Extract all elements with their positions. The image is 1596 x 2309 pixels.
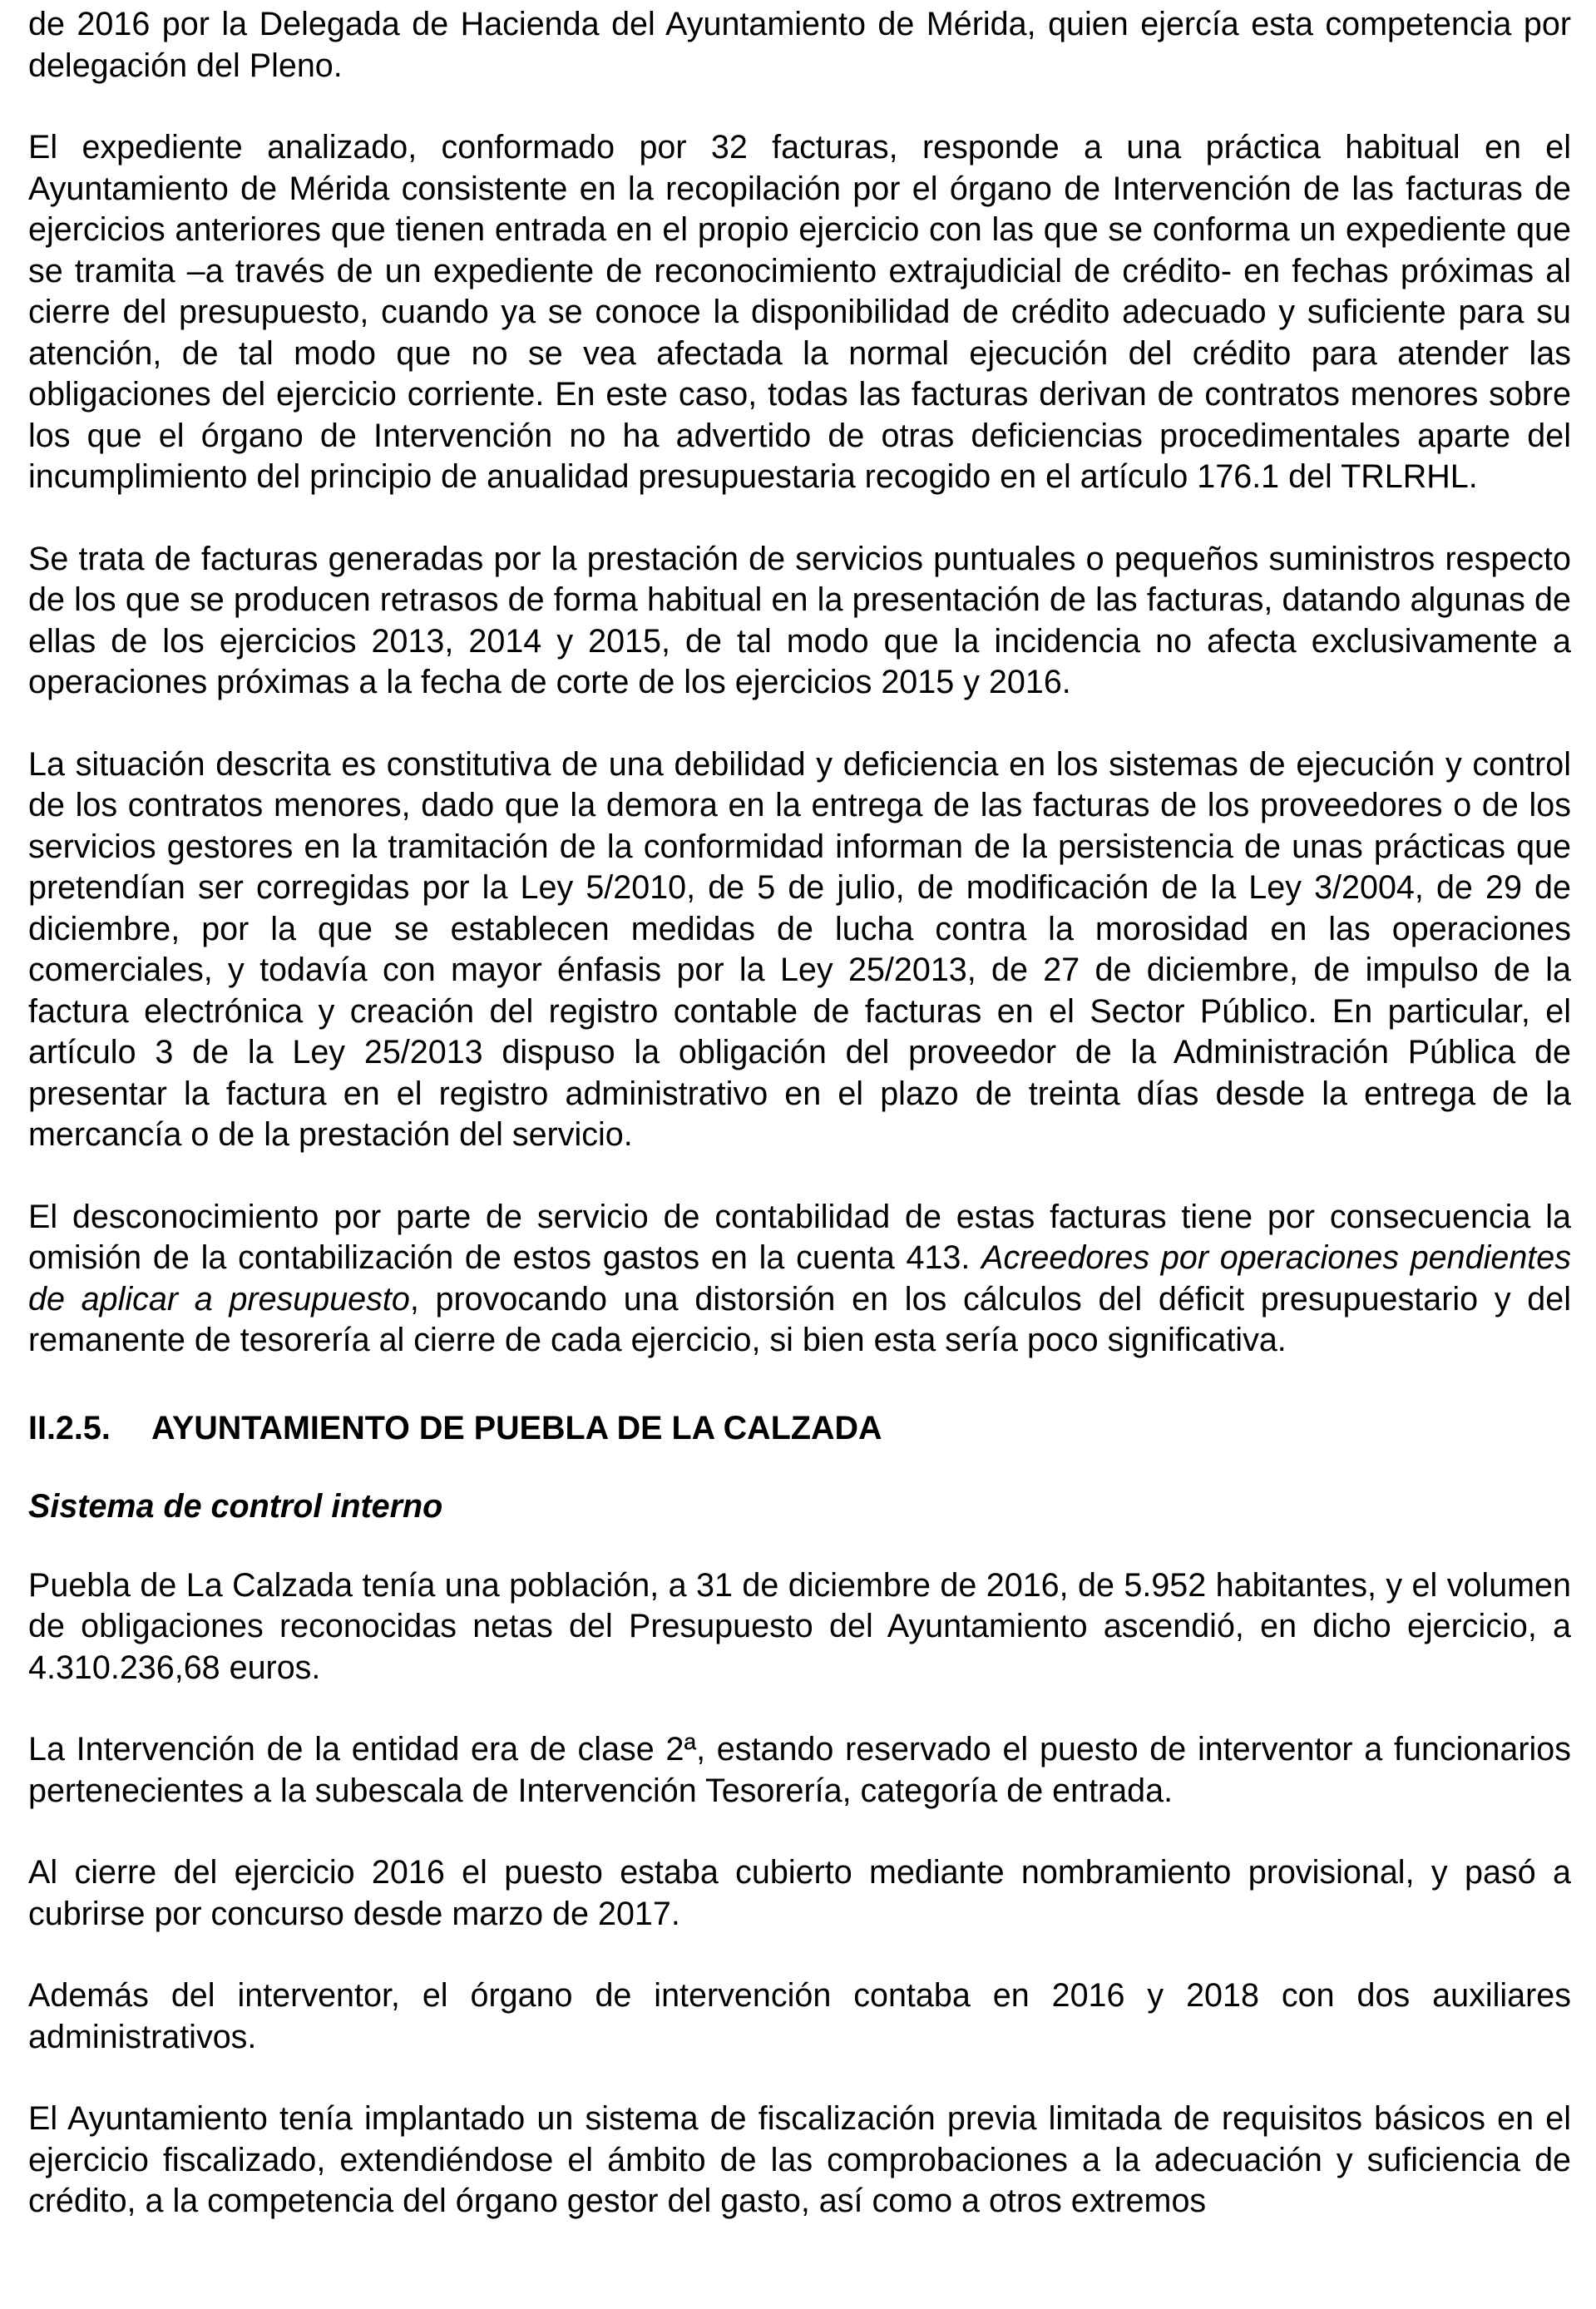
paragraph-desconocimiento [28,1197,1571,1362]
section-number: II.2.5. [28,1409,111,1446]
paragraph-poblacion: Puebla de La Calzada tenía una población, a 31 de diciembre de 2016, de 5.952 habitantes, y el volumen de obligaciones reconocidas netas del Presupuesto del Ayuntamiento ascendió, en dicho ejercicio, a 4.310.236,68 euros. [28,1566,1571,1686]
subsection-heading: Sistema de control interno [28,1488,443,1525]
paragraph-desconocimiento-end: , provocando una distorsión en los cálculos del déficit presupuestario y del remanente de tesorería al cierre de cada ejercicio, si bien esta sería poco significativa. [28,1280,1572,1358]
paragraph-desconocimiento-start: El desconocimiento por parte de servicio de contabilidad de estas facturas tiene por consecuencia la omisión de la contabilización de estos gastos en la cuenta 413. [28,1198,1571,1276]
section-heading [28,1408,1571,1450]
paragraph-desconocimiento-italic: Acreedores por operaciones pendientes de aplicar a presupuesto [28,1239,1571,1318]
paragraph-fiscalizacion: El Ayuntamiento tenía implantado un sistema de fiscalización previa limitada de requisitos básicos en el ejercicio fiscalizado, extendiéndose el ámbito de las comprobaciones a la adecuación y suficiencia de crédito, a la competencia del órgano gestor del gasto, así como a otros extremos [28,2100,1571,2219]
paragraph-expediente: El expediente analizado, conformado por 32 facturas, responde a una práctica habitual en el Ayuntamiento de Mérida consistente en la recopilación por el órgano de Intervención de las facturas de ejercicios anteriores que tienen entrada en el propio ejercicio con las que se conforma un expediente que se tramita –a través de un expediente de reconocimiento extrajudicial de crédito- en fechas próximas al cierre del presupuesto, cuando ya se conoce la disponibilidad de crédito adecuado y suficiente para su atención, de tal modo que no se vea afectada la normal ejecución del crédito para atender las obligaciones del ejercicio corriente. En este caso, todas las facturas derivan de contratos menores sobre los que el órgano de Intervención no ha advertido de otras deficiencias procedimentales aparte del incumplimiento del principio de anualidad presupuestaria recogido en el artículo 176.1 del TRLRHL. [28,129,1571,495]
paragraph-delegation: de 2016 por la Delegada de Hacienda del Ayuntamiento de Mérida, quien ejercía esta competencia por delegación del Pleno. [28,6,1571,84]
paragraph-facturas: Se trata de facturas generadas por la prestación de servicios puntuales o pequeños suministros respecto de los que se producen retrasos de forma habitual en la presentación de las facturas, datando algunas de ellas de los ejercicios 2013, 2014 y 2015, de tal modo que la incidencia no afecta exclusivamente a operaciones próximas a la fecha de corte de los ejercicios 2015 y 2016. [28,540,1571,700]
paragraph-cierre: Al cierre del ejercicio 2016 el puesto estaba cubierto mediante nombramiento provisional, y pasó a cubrirse por concurso desde marzo de 2017. [28,1854,1571,1932]
paragraph-intervencion: La Intervención de la entidad era de clase 2ª, estando reservado el puesto de interventor a funcionarios pertenecientes a la subescala de Intervención Tesorería, categoría de entrada. [28,1731,1571,1809]
paragraph-situacion: La situación descrita es constitutiva de una debilidad y deficiencia en los sistemas de ejecución y control de los contratos menores, dado que la demora en la entrega de las facturas de los proveedores o de los servicios gestores en la tramitación de la conformidad informan de la persistencia de unas prácticas que pretendían ser corregidas por la Ley 5/2010, de 5 de julio, de modificación de la Ley 3/2004, de 29 de diciembre, por la que se establecen medidas de lucha contra la morosidad en las operaciones comerciales, y todavía con mayor énfasis por la Ley 25/2013, de 27 de diciembre, de impulso de la factura electrónica y creación del registro contable de facturas en el Sector Público. En particular, el artículo 3 de la Ley 25/2013 dispuso la obligación del proveedor de la Administración Pública de presentar la factura en el registro administrativo en el plazo de treinta días desde la entrega de la mercancía o de la prestación del servicio. [28,745,1571,1153]
paragraph-auxiliares: Además del interventor, el órgano de intervención contaba en 2016 y 2018 con dos auxiliares administrativos. [28,1977,1571,2055]
section-title: AYUNTAMIENTO DE PUEBLA DE LA CALZADA [151,1409,882,1446]
